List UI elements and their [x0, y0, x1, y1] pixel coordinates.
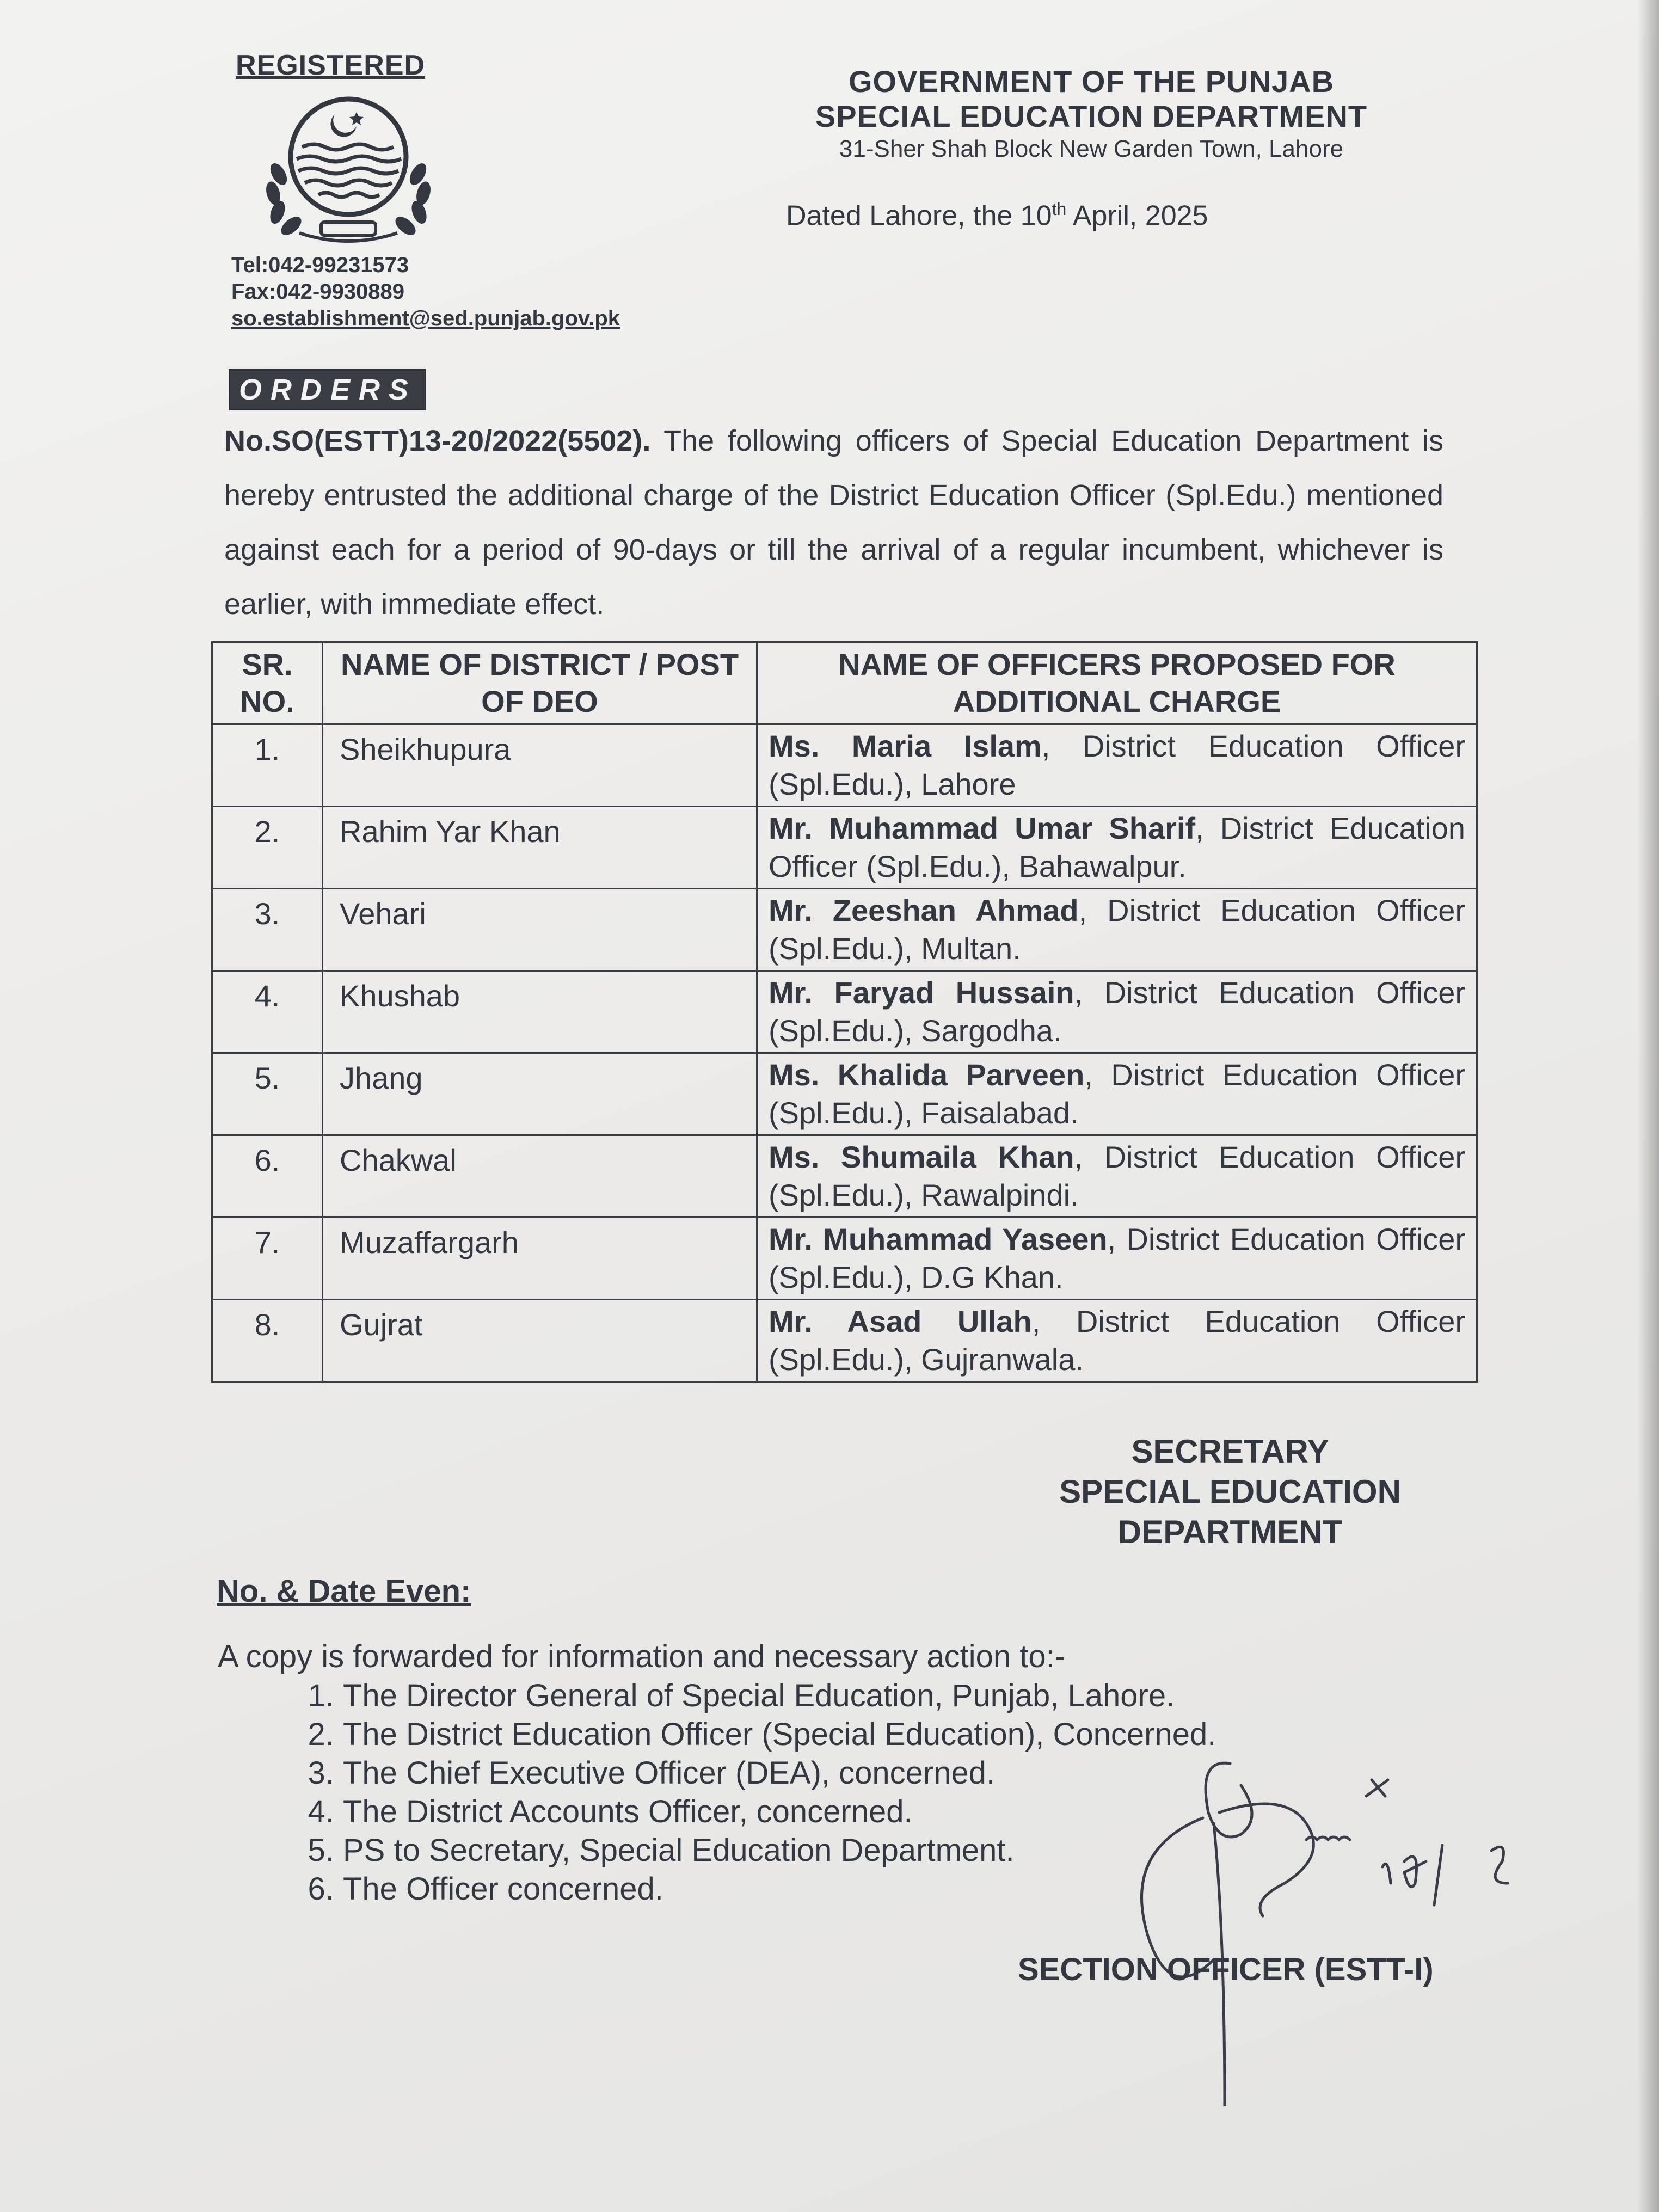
signatory-line-2: SPECIAL EDUCATION — [1059, 1473, 1401, 1510]
cell-officer — [757, 971, 1477, 1053]
officer-name: Mr. Faryad Hussain — [769, 975, 1074, 1010]
table-header-row — [212, 642, 1477, 724]
cell-sr: 4. — [212, 971, 323, 1053]
copy-recipient-list — [283, 1676, 1216, 1908]
cell-district: Chakwal — [323, 1135, 757, 1218]
signature-icon — [1121, 1747, 1557, 2106]
section-officer-label: SECTION OFFICER (ESTT-I) — [1018, 1952, 1434, 1987]
cell-district: Muzaffargarh — [323, 1218, 757, 1300]
contact-block — [231, 252, 620, 332]
officer-name: Mr. Muhammad Umar Sharif — [769, 811, 1196, 845]
cell-officer — [757, 807, 1477, 889]
list-item: 5. PS to Secretary, Special Education Department. — [343, 1831, 1216, 1870]
order-text: The following officers of Special Education Department is hereby entrusted the additional charge of the District Education Officer (Spl.Edu.) mentioned against each for a period of 90-days or till the arrival of a regular incumbent, whichever is earlier, with immediate effect. — [224, 425, 1444, 620]
officer-post: , District Education Officer (Spl.Edu.), D.G Khan. — [769, 1222, 1465, 1294]
cell-sr: 1. — [212, 724, 323, 807]
officer-name: Mr. Asad Ullah — [769, 1304, 1032, 1338]
officer-post: , District Education Officer (Spl.Edu.), Gujranwala. — [769, 1304, 1466, 1377]
order-reference: No.SO(ESTT)13-20/2022(5502). — [224, 425, 651, 457]
punjab-emblem-icon — [245, 93, 452, 245]
date-prefix: Dated Lahore, the 10 — [786, 200, 1052, 232]
table-row — [212, 724, 1477, 807]
email-link[interactable]: so.establishment@sed.punjab.gov.pk — [231, 306, 620, 330]
cell-officer — [757, 1135, 1477, 1218]
government-title: GOVERNMENT OF THE PUNJAB — [848, 64, 1335, 99]
officer-name: Ms. Khalida Parveen — [769, 1058, 1085, 1092]
date-ordinal: th — [1052, 199, 1067, 219]
officer-name: Ms. Maria Islam — [769, 729, 1042, 763]
officer-post: , District Education Officer (Spl.Edu.), Rawalpindi. — [769, 1140, 1466, 1212]
list-item: 2. The District Education Officer (Special Education), Concerned. — [343, 1715, 1216, 1754]
cell-sr: 6. — [212, 1135, 323, 1218]
department-title: SPECIAL EDUCATION DEPARTMENT — [815, 99, 1368, 133]
officer-name: Mr. Zeeshan Ahmad — [769, 893, 1079, 927]
header-district: NAME OF DISTRICT / POST OF DEO — [323, 642, 757, 724]
table-row — [212, 807, 1477, 889]
cell-district: Jhang — [323, 1053, 757, 1135]
cell-district: Khushab — [323, 971, 757, 1053]
cell-officer — [757, 889, 1477, 971]
officer-post: , District Education Officer (Spl.Edu.), Sargodha. — [769, 975, 1466, 1048]
signatory-line-1: SECRETARY — [1131, 1433, 1329, 1470]
officers-table — [211, 641, 1478, 1382]
order-body — [224, 414, 1443, 631]
orders-heading: ORDERS — [229, 369, 426, 410]
cell-district: Gujrat — [323, 1300, 757, 1382]
cell-officer — [757, 1218, 1477, 1300]
cell-sr: 5. — [212, 1053, 323, 1135]
list-item: 6. The Officer concerned. — [343, 1870, 1216, 1908]
telephone: Tel:042-99231573 — [231, 253, 409, 277]
department-address: 31-Sher Shah Block New Garden Town, Lahore — [839, 136, 1344, 162]
cell-district: Sheikhupura — [323, 724, 757, 807]
table-row — [212, 1218, 1477, 1300]
table-row — [212, 971, 1477, 1053]
cell-sr: 8. — [212, 1300, 323, 1382]
officer-post: , District Education Officer (Spl.Edu.), Multan. — [769, 893, 1466, 966]
cell-district: Vehari — [323, 889, 757, 971]
table-row — [212, 1135, 1477, 1218]
header-officer: NAME OF OFFICERS PROPOSED FOR ADDITIONAL CHARGE — [757, 642, 1477, 724]
cell-sr: 3. — [212, 889, 323, 971]
secretary-signatory — [991, 1431, 1470, 1552]
date-suffix: April, 2025 — [1066, 200, 1208, 232]
officer-name: Mr. Muhammad Yaseen — [769, 1222, 1108, 1256]
officer-post: , District Education Officer (Spl.Edu.), Bahawalpur. — [769, 811, 1465, 883]
header-sr-no: SR. NO. — [212, 642, 323, 724]
cell-sr: 2. — [212, 807, 323, 889]
list-item: 1. The Director General of Special Education, Punjab, Lahore. — [343, 1676, 1216, 1715]
cell-officer — [757, 724, 1477, 807]
cell-officer — [757, 1300, 1477, 1382]
registered-label: REGISTERED — [236, 50, 426, 81]
table-row — [212, 889, 1477, 971]
officers-table-wrapper — [211, 641, 1478, 1382]
cell-sr: 7. — [212, 1218, 323, 1300]
page-edge-shadow — [1637, 0, 1659, 2212]
fax: Fax:042-9930889 — [231, 280, 405, 304]
officer-post: , District Education Officer (Spl.Edu.), Faisalabad. — [769, 1058, 1465, 1130]
list-item: 3. The Chief Executive Officer (DEA), concerned. — [343, 1754, 1216, 1792]
officer-post: , District Education Officer (Spl.Edu.), Lahore — [769, 729, 1465, 801]
table-row — [212, 1053, 1477, 1135]
copy-heading: No. & Date Even: — [217, 1574, 471, 1609]
cell-officer — [757, 1053, 1477, 1135]
signatory-line-3: DEPARTMENT — [1117, 1514, 1343, 1550]
list-item: 4. The District Accounts Officer, concerned. — [343, 1792, 1216, 1831]
copy-intro: A copy is forwarded for information and necessary action to:- — [218, 1639, 1066, 1674]
cell-district: Rahim Yar Khan — [323, 807, 757, 889]
date-line — [786, 199, 1208, 232]
officer-name: Ms. Shumaila Khan — [769, 1140, 1074, 1174]
table-row — [212, 1300, 1477, 1382]
letterhead — [773, 64, 1410, 164]
